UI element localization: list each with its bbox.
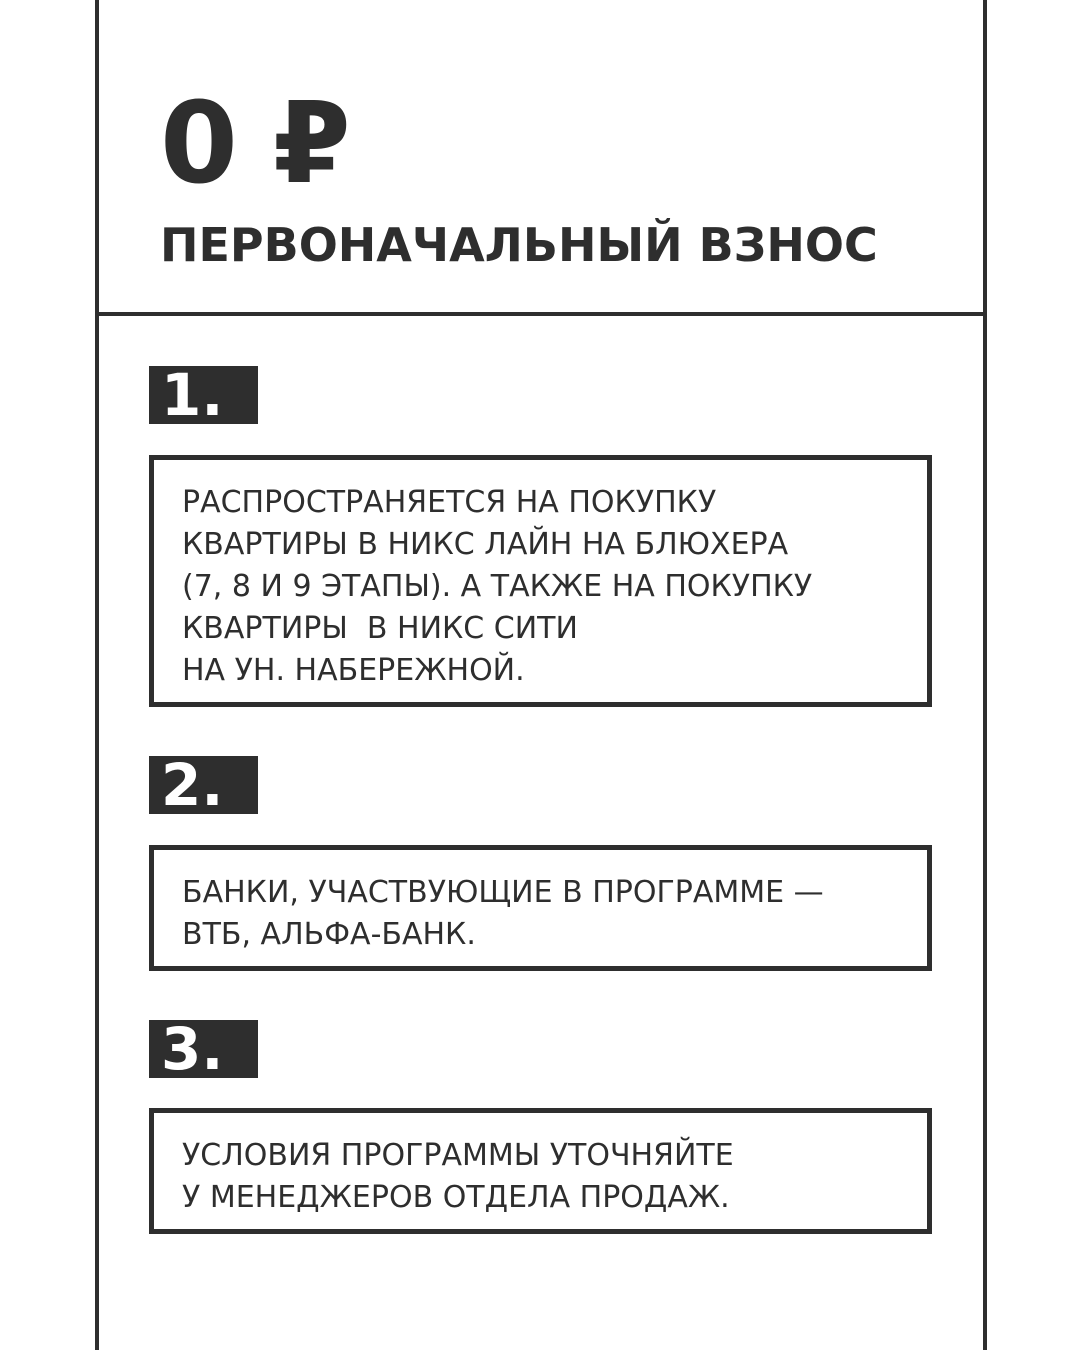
item-3-box (149, 1108, 932, 1234)
header-divider (95, 312, 987, 316)
headline-label: ПЕРВОНАЧАЛЬНЫЙ ВЗНОС (160, 218, 878, 272)
frame-left-line (95, 0, 99, 1350)
item-2-line: БАНКИ, УЧАСТВУЮЩИЕ В ПРОГРАММЕ — (182, 875, 824, 910)
item-1-line: КВАРТИРЫ В НИКС СИТИ (182, 611, 578, 646)
item-1-line: (7, 8 И 9 ЭТАПЫ). А ТАКЖЕ НА ПОКУПКУ (182, 569, 813, 604)
item-1-line: РАСПРОСТРАНЯЕТСЯ НА ПОКУПКУ (182, 485, 717, 520)
headline-amount: 0 ₽ (160, 79, 349, 209)
item-1-box (149, 455, 932, 707)
item-3-line: УСЛОВИЯ ПРОГРАММЫ УТОЧНЯЙТЕ (182, 1138, 734, 1173)
item-3-number: 3. (149, 1020, 258, 1078)
frame-right-line (983, 0, 987, 1350)
item-1-line: НА УН. НАБЕРЕЖНОЙ. (182, 653, 525, 688)
item-2-number: 2. (149, 756, 258, 814)
item-2-line: ВТБ, АЛЬФА-БАНК. (182, 917, 476, 952)
item-1-number: 1. (149, 366, 258, 424)
item-3-line: У МЕНЕДЖЕРОВ ОТДЕЛА ПРОДАЖ. (182, 1180, 730, 1215)
item-2-box (149, 845, 932, 971)
item-1-line: КВАРТИРЫ В НИКС ЛАЙН НА БЛЮХЕРА (182, 527, 789, 562)
